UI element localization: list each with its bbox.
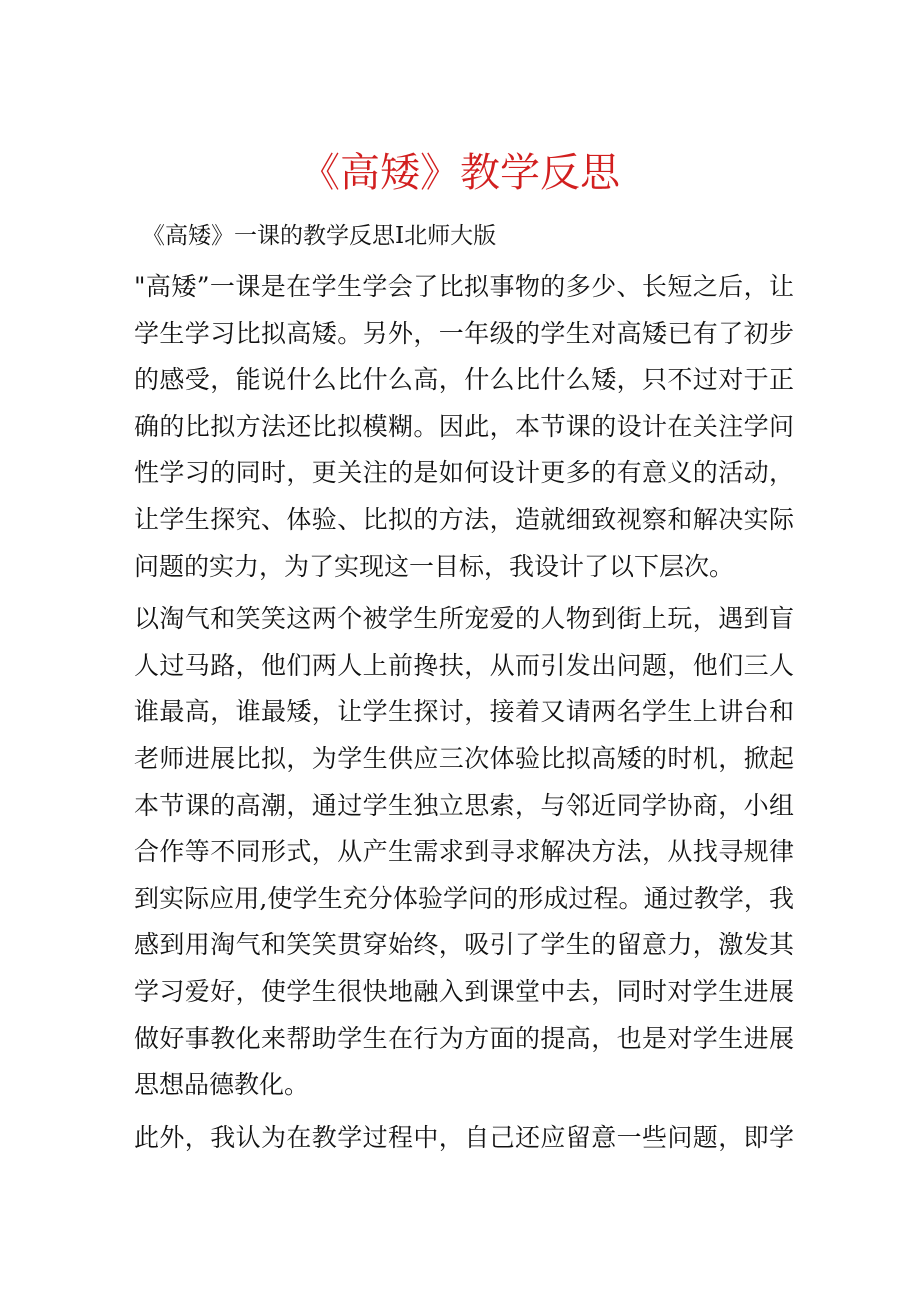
paragraph-1	[134, 264, 794, 590]
text-line: 让学生探究、体验、比拟的方法，造就细致视察和解决实际	[134, 504, 794, 534]
text-line: 本节课的高潮，通过学生独立思索，与邻近同学协商，小组	[134, 790, 794, 820]
text-line: 此外，我认为在教学过程中，自己还应留意一些问题，即学	[134, 1122, 794, 1152]
paragraph-3	[134, 1115, 794, 1162]
text-line: 合作等不同形式，从产生需求到寻求解决方法，从找寻规律	[134, 837, 794, 867]
text-line: 以淘气和笑笑这两个被学生所宠爱的人物到街上玩，遇到盲	[134, 604, 794, 634]
text-line: 谁最高，谁最矮，让学生探讨，接着又请两名学生上讲台和	[134, 697, 794, 727]
document-body	[134, 264, 794, 1161]
text-line: 人过马路，他们两人上前搀扶，从而引发出问题，他们三人	[134, 650, 794, 680]
text-line: 学生学习比拟高矮。另外，一年级的学生对高矮已有了初步	[134, 318, 794, 348]
text-line: 思想品德教化。	[134, 1070, 310, 1100]
text-line: 学习爱好，使学生很快地融入到课堂中去，同时对学生进展	[134, 976, 794, 1006]
document-subtitle: 《高矮》一课的教学反思I北师大版	[142, 223, 497, 249]
text-line: 确的比拟方法还比拟模糊。因此，本节课的设计在关注学问	[134, 411, 794, 441]
text-line: 感到用淘气和笑笑贯穿始终，吸引了学生的留意力，激发其	[134, 930, 794, 960]
text-line: "高矮”一课是在学生学会了比拟事物的多少、长短之后，让	[134, 272, 794, 301]
text-line: 问题的实力，为了实现这一目标，我设计了以下层次。	[134, 551, 735, 581]
text-line: 老师进展比拟，为学生供应三次体验比拟高矮的时机，掀起	[134, 743, 794, 773]
document-title: 《高矮》教学反思	[300, 150, 620, 196]
text-line: 的感受，能说什么比什么高，什么比什么矮，只不过对于正	[134, 365, 794, 395]
text-line: 到实际应用,使学生充分体验学问的形成过程。通过教学，我	[134, 883, 794, 913]
text-line: 做好事教化来帮助学生在行为方面的提高，也是对学生进展	[134, 1023, 794, 1053]
paragraph-2	[134, 596, 794, 1109]
text-line: 性学习的同时，更关注的是如何设计更多的有意义的活动，	[134, 458, 794, 488]
